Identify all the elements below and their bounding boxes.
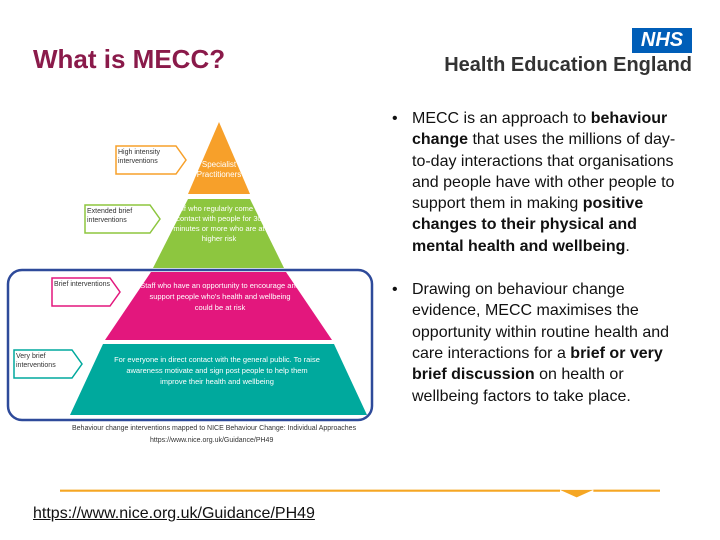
organisation-name: Health Education England xyxy=(444,54,692,76)
bullet-bold-text: brief or very brief discussion xyxy=(412,344,663,384)
bullet-list xyxy=(392,108,692,429)
bullet-item xyxy=(392,108,692,257)
tier-label-4: Very brief interventions xyxy=(16,353,56,369)
slide-title: What is MECC? xyxy=(33,44,226,74)
tier-label-3: Brief interventions xyxy=(54,281,111,288)
figure-caption-line1: Behaviour change interventions mapped to NICE Behaviour Change: Individual Approaches xyxy=(72,425,357,432)
bullet-bold-text: positive changes to their physical and mental health and wellbeing xyxy=(412,195,644,255)
layer-3-text: Staff who have an opportunity to encourage and support people who's health and wellbeing could be at risk xyxy=(140,281,300,312)
figure-caption-line2: https://www.nice.org.uk/Guidance/PH49 xyxy=(150,437,274,444)
layer-2-text: Staff who regularly come into contact with people for 30 minutes or more who are at higher risk xyxy=(170,204,268,243)
footer-chevron xyxy=(560,490,593,498)
nice-guidance-link[interactable]: https://www.nice.org.uk/Guidance/PH49 xyxy=(33,505,315,522)
footer-bar xyxy=(0,489,720,499)
layer-1-text: Specialist Practitioners xyxy=(196,160,242,179)
intervention-pyramid-figure xyxy=(0,110,380,470)
bullet-marker: • xyxy=(392,110,398,127)
bullet-marker: • xyxy=(392,281,398,299)
nhs-logo: NHS xyxy=(632,28,692,53)
bullet-bold-text: behaviour change xyxy=(412,110,668,149)
tier-label-2: Extended brief interventions xyxy=(87,208,133,224)
bullet-text: MECC is an approach to xyxy=(412,110,591,127)
hee-logo xyxy=(444,28,698,80)
layer-4-text: For everyone in direct contact with the general public. To raise awareness motivate and sign post people to help them improve their health and wellbeing xyxy=(114,355,320,386)
bullet-text: that uses the millions of day-to-day interactions that organisations and people have with other people to support them in making xyxy=(412,131,676,213)
tier-label-1: High intensity interventions xyxy=(118,149,161,165)
bullet-text: . xyxy=(625,237,630,255)
bullet-text: Drawing on behaviour change evidence, MECC maximises the opportunity within routine health and care interactions for a xyxy=(412,281,670,362)
pyramid-diagram xyxy=(0,110,380,470)
bullet-text: on health or wellbeing factors to take place. xyxy=(412,366,631,405)
bullet-item xyxy=(392,279,692,407)
